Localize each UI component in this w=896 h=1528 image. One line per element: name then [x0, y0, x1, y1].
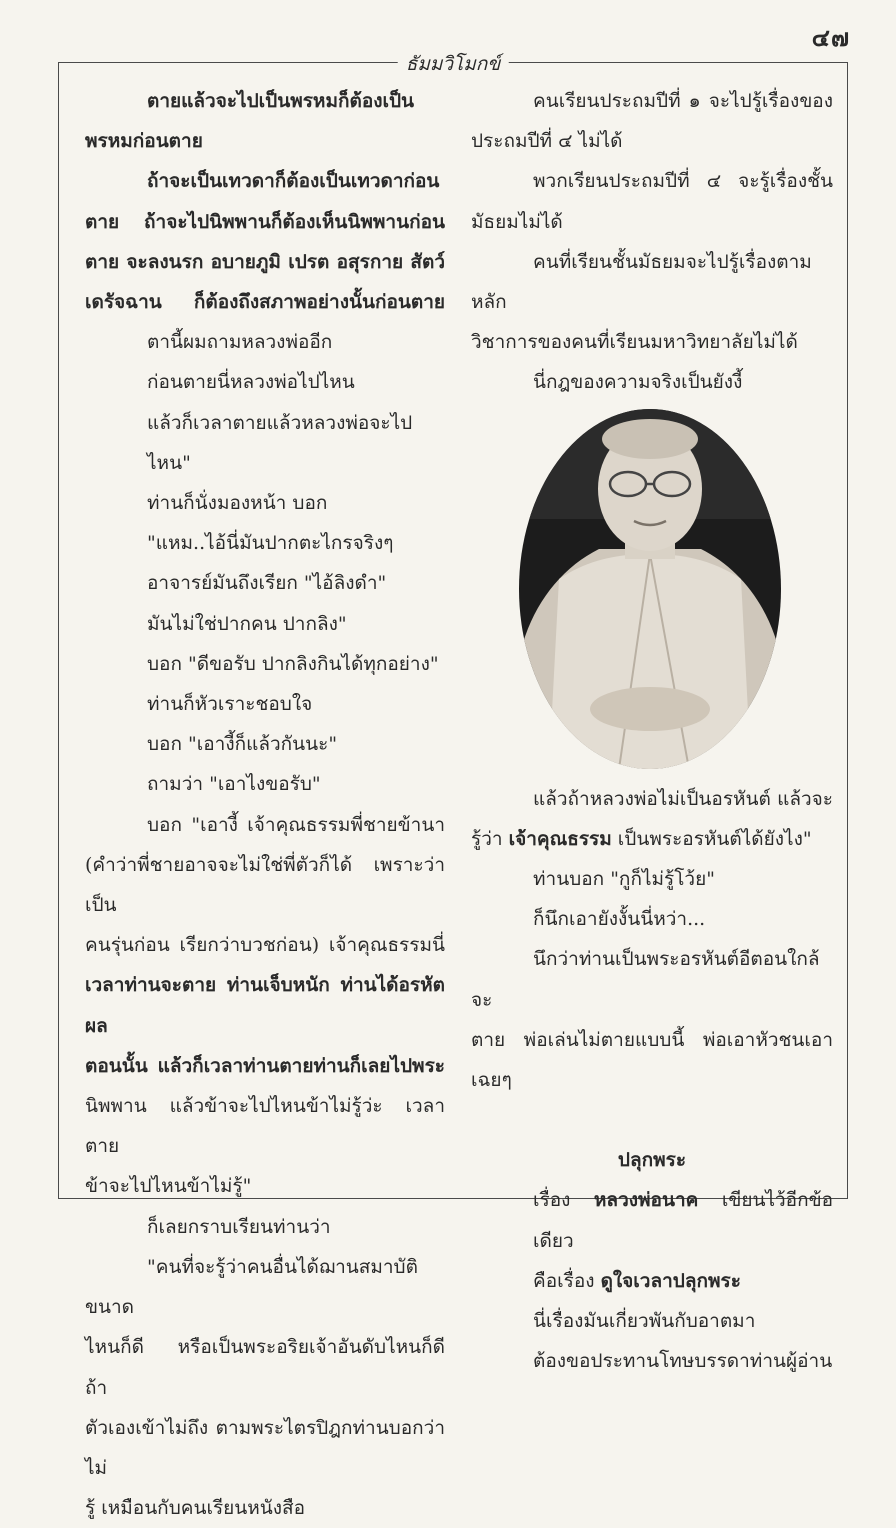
bold-topic: ดูใจเวลาปลุกพระ [600, 1269, 741, 1292]
paragraph-line: ถามว่า "เอาไงขอรับ" [147, 773, 321, 796]
paragraph-line: ตัวเองเข้าไม่ถึง ตามพระไตรปิฎกท่านบอกว่าไม่ [85, 1416, 445, 1479]
paragraph-line: นี่เรื่องมันเกี่ยวพันกับอาตมา [533, 1310, 756, 1333]
paragraph-line: ท่านก็นั่งมองหน้า บอก [147, 492, 328, 515]
paragraph-line: อาจารย์มันถึงเรียก "ไอ้ลิงดำ" [147, 572, 387, 595]
paragraph-line: ตอนนั้น แล้วก็เวลาท่านตายท่านก็เลยไปพระ [85, 1054, 445, 1077]
right-column [471, 81, 833, 1381]
paragraph-line: ท่านบอก "กูก็ไม่รู้โว้ย" [533, 868, 715, 891]
paragraph-line: แล้วก็เวลาตายแล้วหลวงพ่อจะไปไหน" [147, 411, 413, 474]
paragraph-line: มันไม่ใช่ปากคน ปากลิง" [147, 612, 347, 635]
paragraph-line: ประถมปีที่ ๔ ไม่ได้ [471, 130, 623, 153]
paragraph-line: รู้ว่า เจ้าคุณธรรม เป็นพระอรหันต์ได้ยังไง" [471, 827, 812, 850]
running-header: ธัมมวิโมกข์ [398, 49, 509, 79]
monk-portrait [519, 409, 781, 769]
paragraph-line: ก่อนตายนี่หลวงพ่อไปไหน [147, 371, 355, 394]
paragraph-line: ตาย ถ้าจะไปนิพพานก็ต้องเห็นนิพพานก่อน [85, 210, 445, 233]
paragraph-line: คนที่เรียนชั้นมัธยมจะไปรู้เรื่องตามหลัก [471, 250, 812, 314]
paragraph-line: พวกเรียนประถมปีที่ ๔ จะรู้เรื่องชั้น [533, 170, 833, 193]
paragraph-line: "คนที่จะรู้ว่าคนอื่นได้ฌานสมาบัติขนาด [85, 1255, 418, 1319]
paragraph-line: ไหนก็ดี หรือเป็นพระอริยเจ้าอันดับไหนก็ดี ถ้า [85, 1336, 445, 1399]
paragraph-line: คนเรียนประถมปีที่ ๑ จะไปรู้เรื่องของ [533, 90, 833, 112]
paragraph-line: ก็เลยกราบเรียนท่านว่า [147, 1215, 331, 1238]
section-heading: ปลุกพระ [617, 1149, 687, 1172]
paragraph-line: มัธยมไม่ได้ [471, 210, 563, 233]
paragraph-line: เดรัจฉาน ก็ต้องถึงสภาพอย่างนั้นก่อนตาย [85, 291, 445, 314]
paragraph-line: ตานี้ผมถามหลวงพ่ออีก [147, 331, 333, 354]
page-number: ๔๗ [811, 23, 850, 52]
paragraph-line: ต้องขอประทานโทษบรรดาท่านผู้อ่าน [533, 1350, 833, 1373]
paragraph-line: คือเรื่อง ดูใจเวลาปลุกพระ [533, 1269, 741, 1292]
paragraph-line: บอก "ดีขอรับ ปากลิงกินได้ทุกอย่าง" [147, 652, 439, 675]
paragraph-line: แล้วถ้าหลวงพ่อไม่เป็นอรหันต์ แล้วจะ [533, 787, 833, 810]
paragraph-line: เรื่อง หลวงพ่อนาค เขียนไว้อีกข้อเดียว [533, 1189, 833, 1252]
paragraph-line: ตาย จะลงนรก อบายภูมิ เปรต อสุรกาย สัตว์ [85, 250, 445, 273]
paragraph-line: รู้ เหมือนกับคนเรียนหนังสือ [85, 1497, 306, 1520]
paragraph-line: ก็นึกเอายังงั้นนี่หว่า... [533, 908, 706, 931]
paragraph-line: บอก "เอางี้ เจ้าคุณธรรมพี่ชายข้านา [147, 813, 445, 836]
paragraph-line: เวลาท่านจะตาย ท่านเจ็บหนัก ท่านได้อรหัตผล [85, 974, 445, 1037]
bold-name: เจ้าคุณธรรม [508, 827, 612, 850]
paragraph-line: นึกว่าท่านเป็นพระอรหันต์อีตอนใกล้จะ [471, 948, 820, 1011]
text-frame [58, 53, 848, 1520]
paragraph-line: นี่กฎของความจริงเป็นยังงี้ [533, 371, 743, 394]
bold-name: หลวงพ่อนาค [593, 1189, 699, 1212]
paragraph-line [471, 1100, 833, 1140]
paragraph-line: "แหม..ไอ้นี่มันปากตะไกรจริงๆ [147, 532, 394, 555]
paragraph-line: วิชาการของคนที่เรียนมหาวิทยาลัยไม่ได้ [471, 331, 798, 354]
paragraph-line: ถ้าจะเป็นเทวดาก็ต้องเป็นเทวดาก่อน [147, 170, 440, 193]
paragraph-line: ข้าจะไปไหนข้าไม่รู้" [85, 1175, 252, 1198]
paragraph-line: ท่านก็หัวเราะชอบใจ [147, 693, 313, 716]
paragraph-line: (คำว่าพี่ชายอาจจะไม่ใช่พี่ตัวก็ได้ เพราะว่าเป็น [85, 853, 445, 917]
paragraph-line: บอก "เอางี้ก็แล้วกันนะ" [147, 733, 338, 756]
left-column [85, 81, 445, 1528]
paragraph-line: ตาย พ่อเล่นไม่ตายแบบนี้ พ่อเอาหัวชนเอาเฉยๆ [471, 1028, 833, 1092]
monk-portrait-image [519, 409, 781, 769]
paragraph-line: คนรุ่นก่อน เรียกว่าบวชก่อน) เจ้าคุณธรรมนี่ [85, 934, 445, 957]
paragraph-line: นิพพาน แล้วข้าจะไปไหนข้าไม่รู้ว่ะ เวลาตาย [85, 1095, 445, 1158]
paragraph-line: ตายแล้วจะไปเป็นพรหมก็ต้องเป็น [147, 90, 415, 112]
paragraph-line: พรหมก่อนตาย [85, 130, 203, 153]
